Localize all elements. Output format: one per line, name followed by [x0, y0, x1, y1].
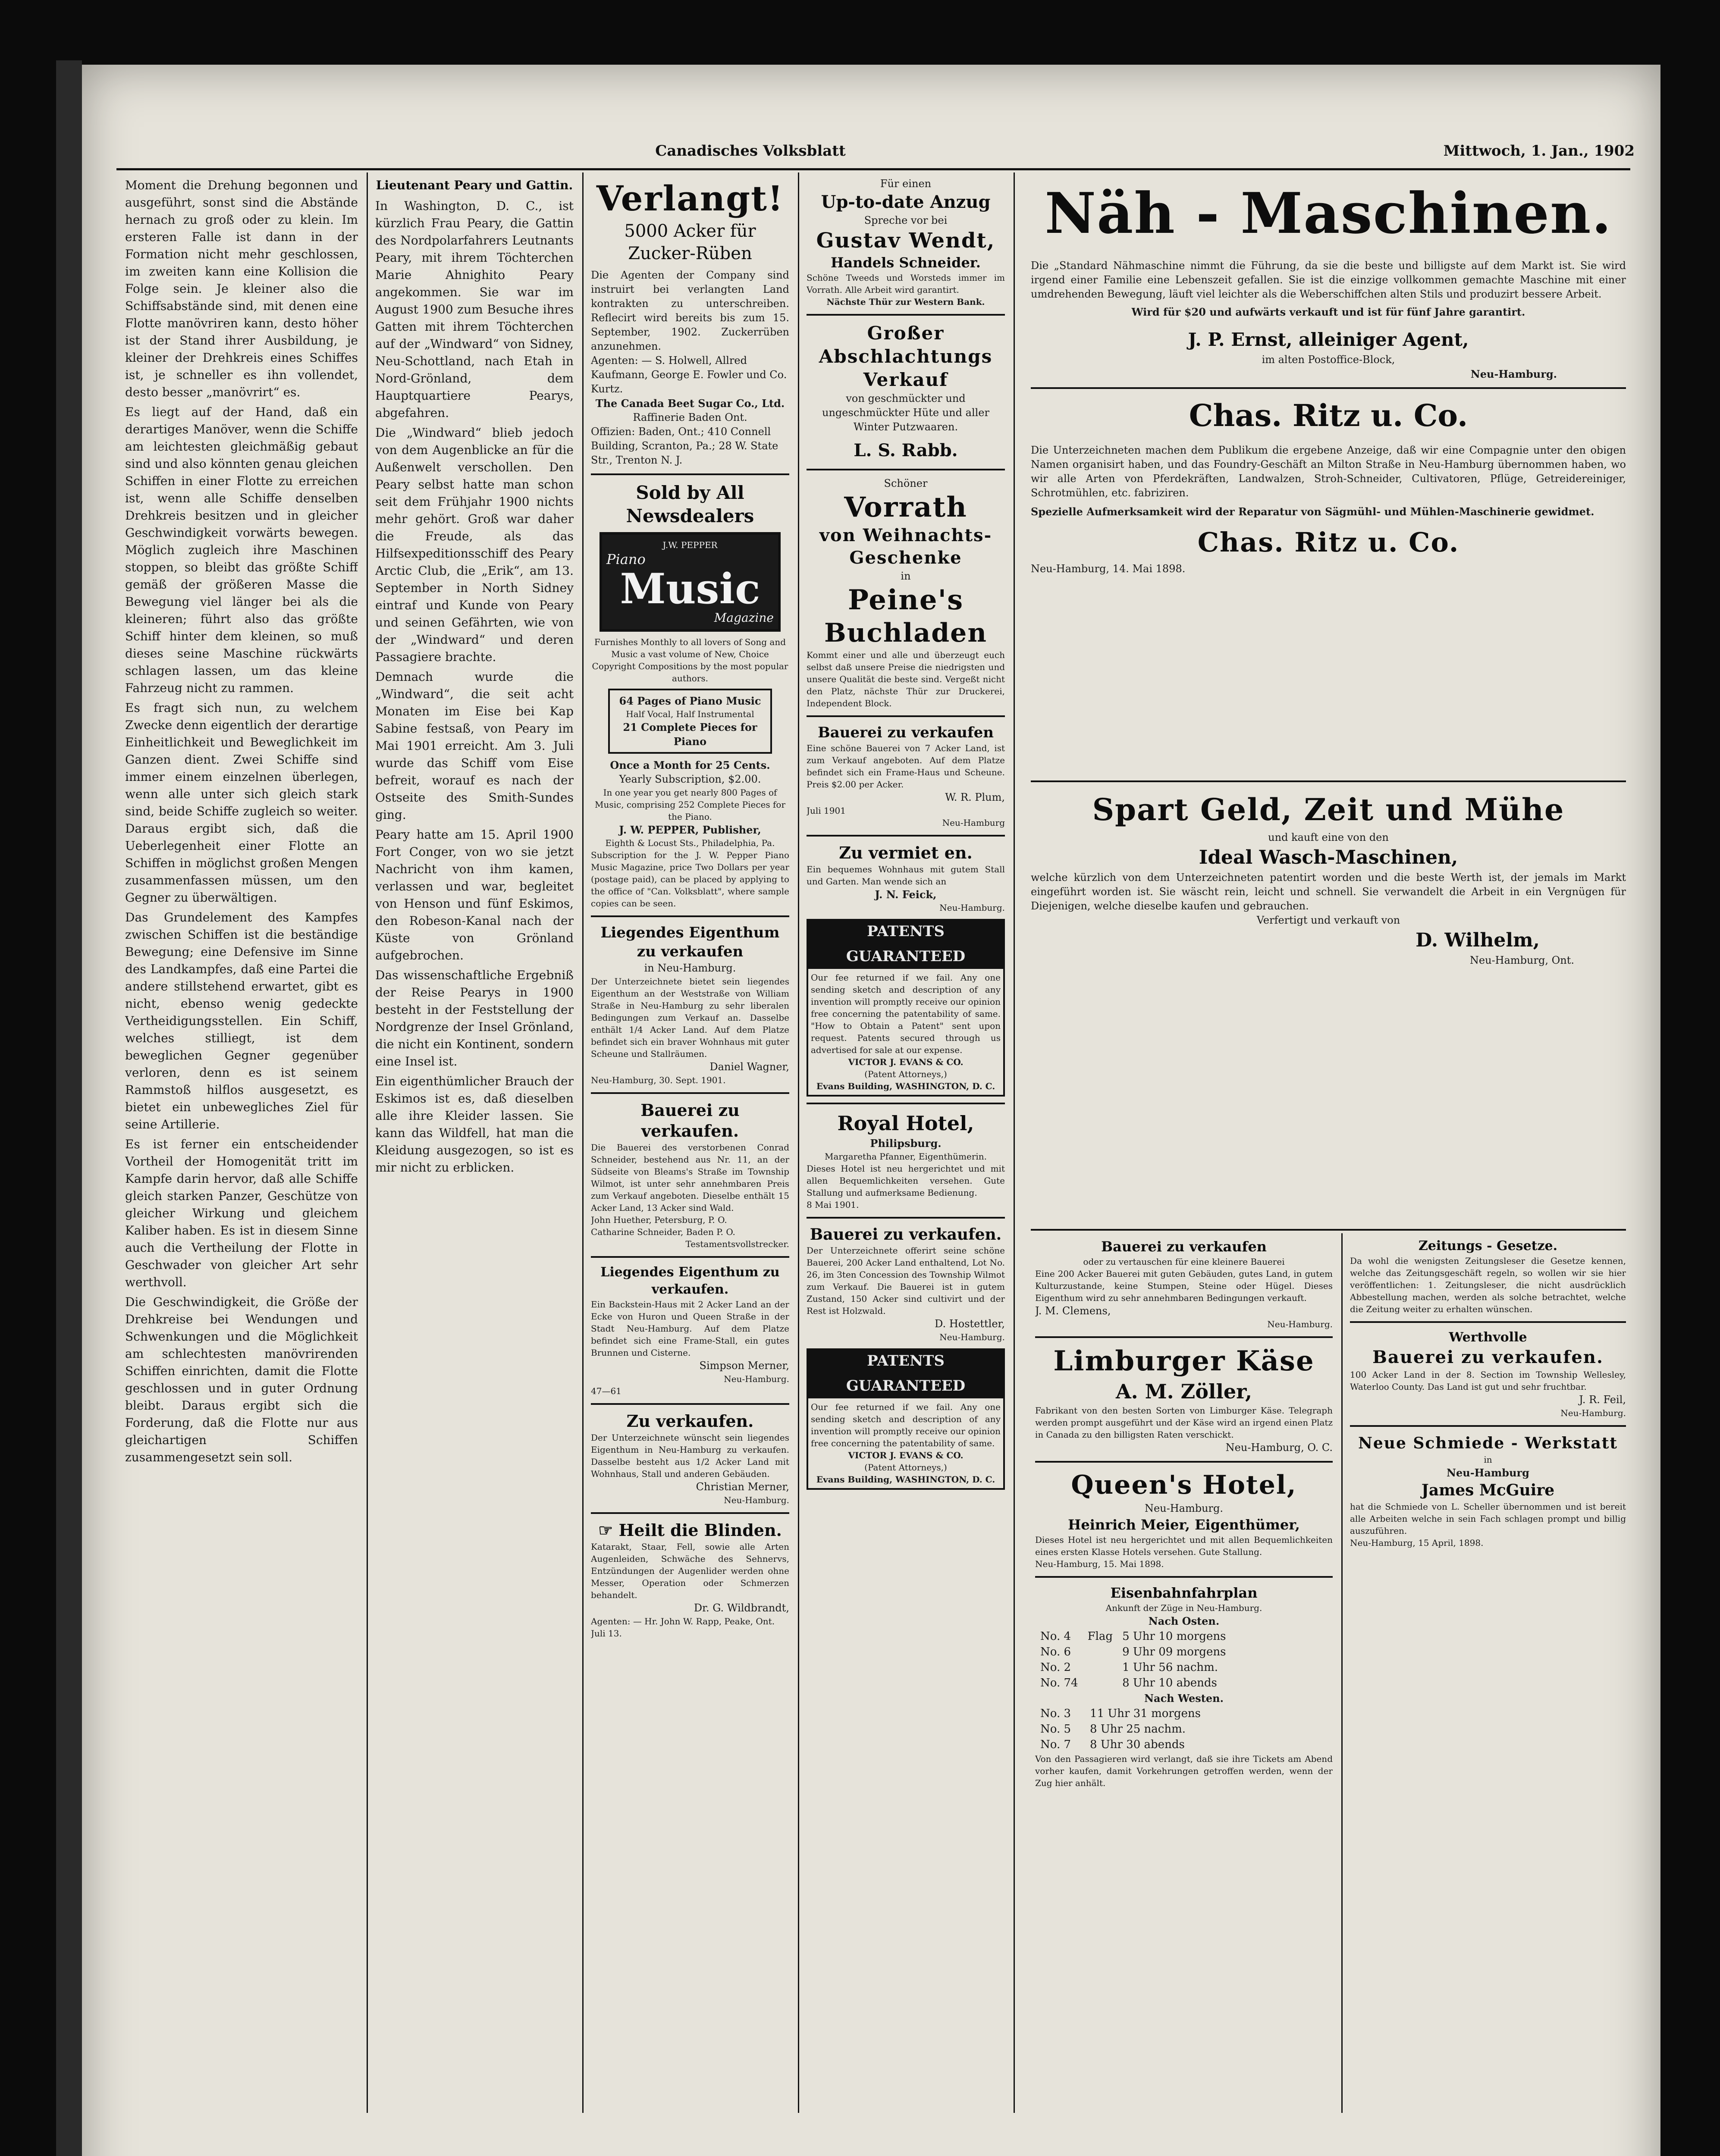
divider [1031, 387, 1626, 389]
timetable-cell: No. 5 [1040, 1723, 1071, 1736]
timetable-row [1036, 1629, 1230, 1644]
timetable-cell: No. 74 [1040, 1677, 1078, 1689]
mcguire-body: hat die Schmiede von L. Scheller übernommen und ist bereit alle Arbeiten welche in sein Fach schlagen prompt und billig auszuführen. [1350, 1501, 1626, 1536]
eigenthum2-signature: Simpson Merner, [699, 1360, 789, 1372]
queens-date: Neu-Hamburg, 15. Mai 1898. [1035, 1559, 1164, 1569]
vermiet-title: Zu vermiet en. [839, 843, 973, 862]
bauerei3-place: Neu-Hamburg. [939, 1332, 1005, 1342]
right-subcolumn-a [1035, 1238, 1333, 2113]
spart-subtitle: und kauft eine von den [1268, 831, 1389, 843]
buchladen-heading: Buchladen [824, 618, 987, 648]
ad-column-3 [591, 177, 789, 2109]
company-offices: Offizien: Baden, Ont.; 410 Connell Building, Scranton, Pa.; 28 W. State Str., Trenton N. J. [591, 426, 778, 466]
werth-title: Werthvolle [1449, 1330, 1527, 1345]
music-word-magazine: Magazine [714, 611, 774, 625]
ritz-body: Die Unterzeichneten machen dem Publikum die ergebene Anzeige, daß wir eine Compagnie unter den obigen Namen organisirt haben, und das Foundry-Geschäft an Milton Straße in Neu-Hamburg übernommen haben, wo wir alle Arten von Pferdekräften, Landwalzen, Stroh-Schneider, Cultivatoren, Pflüge, Getreidereiniger, Schrotmühlen, etc. fabriziren. [1031, 444, 1626, 499]
bauerei2-body: Eine schöne Bauerei von 7 Acker Land, ist zum Verkauf angeboten. Auf dem Platze befindet sich ein Frame-Haus und Scheune. Preis $2.00 per Acker. [807, 743, 1005, 790]
blinden-body: Katarakt, Staar, Fell, sowie alle Arten Augenleiden, Schwäche des Sehnervs, Entzündungen der Augenlider werden ohne Messer, Operation oder Schmerzen behandelt. [591, 1542, 789, 1600]
eigenthum2-title: Liegendes Eigenthum zu verkaufen. [600, 1265, 780, 1297]
timetable-cell: 11 Uhr 31 morgens [1090, 1707, 1201, 1720]
bauerei1-body: Die Bauerei des verstorbenen Conrad Schneider, bestehend aus Nr. 11, an der Südseite von Bleams's Straße im Township Wilmot, ist unter sehr annehmbaren Preis zum Verkauf angeboten. Dieselbe enthält 15 Acker Land, 13 Acker sind Wald. [591, 1142, 789, 1213]
wendt-name: Gustav Wendt, [816, 229, 995, 253]
schoener-label: Schöner [884, 477, 928, 489]
right-top-section [1031, 177, 1626, 772]
music-word-piano: Piano [606, 551, 646, 567]
blinden-signature: Dr. G. Wildbrandt, [694, 1602, 789, 1614]
divider [591, 1512, 789, 1514]
timetable-row [1036, 1676, 1230, 1690]
blinden-title-text: Heilt die Blinden. [618, 1520, 782, 1540]
bauerei2-signature: W. R. Plum, [945, 791, 1005, 803]
vermiet-signature: J. N. Feick, [875, 888, 937, 901]
ernst-name: J. P. Ernst, alleiniger Agent, [1188, 329, 1469, 350]
bauerei4-body: Eine 200 Acker Bauerei mit guten Gebäuden, gutes Land, in gutem Kulturzustande, keine Stumpen, Steine oder Hügel. Dieses Eigenthum wird zu sehr annehmbaren Bedingungen verkauft. [1035, 1269, 1333, 1303]
article-paragraph: Es ist ferner ein entscheidender Vortheil der Homogenität tritt im Kampfe darin hervor, daß alle Schiffe gleich starken Panzer, Geschütze von gleicher Wirkung und gleichem Kaliber haben. Es ist in diesem Sinne auch die Vertheilung der Flotte in Geschwader von gleicher Art sehr werthvoll. [125, 1137, 358, 1289]
zoeller-name: A. M. Zöller, [1115, 1380, 1252, 1403]
divider [807, 469, 1005, 470]
music-pepper: J. W. PEPPER, Publisher, [619, 824, 761, 836]
schmiede-place: Neu-Hamburg [1447, 1467, 1529, 1479]
bauerei2-title: Bauerei zu verkaufen [818, 724, 994, 741]
right-subcolumn-b [1350, 1238, 1626, 2113]
ost-title: Nach Osten. [1148, 1615, 1220, 1627]
timetable-cell: 8 Uhr 30 abends [1090, 1738, 1185, 1751]
wilhelm-name: D. Wilhelm, [1416, 929, 1540, 951]
ernst-place: Neu-Hamburg. [1470, 368, 1557, 380]
peine-body: Kommt einer und alle und überzeugt euch selbst daß unsere Preise die niedrigsten und unsere Qualität die beste sind. Vergeßt nicht den Platz, nächste Thür zur Druckerei, Independent Block. [807, 650, 1005, 708]
wendt-trade: Handels Schneider. [831, 254, 981, 271]
spart-body: welche kürzlich von dem Unterzeichneten patentirt worden und die beste Werth ist, der jemals im Markt eingeführt worden ist. Sie wäscht rein, leicht und schnell. Sie verwandelt die Arbeit in ein Vergnügen für Diejenigen, welche dieselbe kaufen und gebrauchen. [1031, 871, 1626, 912]
timetable-cell: 9 Uhr 09 morgens [1122, 1645, 1226, 1658]
blinden-date: Juli 13. [591, 1628, 622, 1639]
zoeller-body: Fabrikant von den besten Sorten von Limburger Käse. Telegraph werden prompt ausgeführt und der Käse wird an irgend einen Platz in Canada zu den billigsten Raten verschickt. [1035, 1405, 1333, 1440]
divider [591, 1092, 789, 1094]
music-address: Eighth & Locust Sts., Philadelphia, Pa. [605, 838, 775, 848]
article-paragraph: Das wissenschaftliche Ergebniß der Reise Pearys in 1900 besteht in der Feststellung der Nordgrenze der Insel Grönland, die nicht ein Kontinent, sondern eine Insel ist. [375, 968, 574, 1069]
bauerei1-signature-3: Testamentsvollstrecker. [685, 1239, 789, 1249]
zeitung-title: Zeitungs - Gesetze. [1418, 1238, 1558, 1253]
timetable-cell [1083, 1645, 1117, 1659]
timetable-cell [1083, 1676, 1117, 1690]
music-price: Once a Month for 25 Cents. [610, 759, 770, 771]
divider [591, 915, 789, 917]
bauerei1-title: Bauerei zu verkaufen. [640, 1100, 740, 1141]
issue-date: Mittwoch, 1. Jan., 1902 [1443, 142, 1635, 160]
patents2-sub: (Patent Attorneys,) [864, 1462, 947, 1473]
bauerei3-signature: D. Hostettler, [935, 1318, 1005, 1330]
music-year-note: In one year you get nearly 800 Pages of Music, comprising 252 Complete Pieces for the Piano. [594, 787, 786, 822]
timetable-cell: 1 Uhr 56 nachm. [1122, 1661, 1218, 1674]
timetable-cell [1083, 1660, 1117, 1675]
bauerei4-signature: J. M. Clemens, [1035, 1305, 1111, 1317]
bauerei1-signature-2: Catharine Schneider, Baden P. O. [591, 1227, 735, 1237]
spart-name: Ideal Wasch-Maschinen, [1199, 846, 1458, 868]
divider [807, 835, 1005, 837]
patents1-firm: VICTOR J. EVANS & CO. [848, 1057, 964, 1067]
mcguire-name: James McGuire [1421, 1481, 1555, 1499]
spart-section [1031, 789, 1626, 1031]
schmiede-title: Neue Schmiede - Werkstatt [1358, 1434, 1618, 1452]
timetable-cell: Flag [1087, 1630, 1113, 1643]
patents1-box [807, 969, 1005, 1097]
company-name: The Canada Beet Sugar Co., Ltd. [595, 397, 785, 410]
timetable-cell: No. 2 [1040, 1661, 1071, 1674]
patents1-body: Our fee returned if we fail. Any one sending sketch and description of any invention will promptly receive our opinion free concerning the patentability of same. "How to Obtain a Patent" sent upon request. Patents secured through us advertised for sale at our expense. [811, 972, 1001, 1055]
naeh-price: Wird für $20 und aufwärts verkauft und ist für fünf Jahre garantirt. [1131, 306, 1525, 318]
patents2-box [807, 1398, 1005, 1490]
vermiet-place: Neu-Hamburg. [939, 903, 1005, 913]
royal-title: Royal Hotel, [837, 1112, 974, 1135]
timetable-cell: 5 Uhr 10 morgens [1122, 1630, 1226, 1643]
music-pages: 64 Pages of Piano Music [619, 695, 761, 707]
divider [591, 1403, 789, 1405]
eigenthum2-number: 47—61 [591, 1386, 621, 1396]
zuverkaufen-body: Der Unterzeichnete wünscht sein liegendes Eigenthum in Neu-Hamburg zu verkaufen. Dasselbe besteht aus 1/2 Acker Land mit Wohnhaus, Stall und anderen Gebäuden. [591, 1432, 789, 1479]
blinden-agent: Agenten: — Hr. John W. Rapp, Peake, Ont. [591, 1616, 775, 1626]
divider [807, 1103, 1005, 1104]
patents2-title: PATENTS GUARANTEED [807, 1348, 1005, 1398]
newsdealers-heading: Sold by All Newsdealers [626, 482, 754, 526]
patents2-firm: VICTOR J. EVANS & CO. [848, 1450, 964, 1460]
wendt-title: Up-to-date Anzug [821, 192, 991, 212]
zoeller-place: Neu-Hamburg, O. C. [1225, 1442, 1333, 1454]
timetable-cell: No. 4 [1040, 1630, 1071, 1643]
eisenbahn-subtitle: Ankunft der Züge in Neu-Hamburg. [1105, 1603, 1262, 1613]
wendt-pre: Für einen [880, 178, 932, 190]
music-publisher: J.W. PEPPER [662, 540, 718, 550]
divider [591, 473, 789, 475]
verlangt-agents: Agenten: — S. Holwell, Allred Kaufmann, George E. Fowler und Co. Kurtz. [591, 354, 787, 395]
article-paragraph: Die Geschwindigkeit, die Größe der Drehkreise bei Wendungen und Schwenkungen und die Möglichkeit am schlechtesten manövrirenden Schiffen einrichten, damit die Flotte geschlossen und in guter Ordnung bleibt. Daraus ergibt sich die Forderung, daß die Flotte nur aus gleichartigen Schiffen zusammengesetzt sein soll. [125, 1295, 358, 1464]
rabb-name: L. S. Rabb. [854, 440, 958, 461]
divider [1035, 1336, 1333, 1338]
queens-place: Neu-Hamburg. [1144, 1502, 1224, 1514]
bauerei4-title: Bauerei zu verkaufen [1101, 1238, 1267, 1255]
mcguire-date: Neu-Hamburg, 15 April, 1898. [1350, 1538, 1484, 1548]
bauerei3-title: Bauerei zu verkaufen. [810, 1225, 1002, 1244]
music-magazine-logo [599, 532, 781, 632]
ritz-date: Neu-Hamburg, 14. Mai 1898. [1031, 563, 1186, 575]
section-rule [1031, 1229, 1626, 1231]
zuverkaufen-title: Zu verkaufen. [626, 1411, 754, 1431]
west-title: Nach Westen. [1144, 1692, 1224, 1705]
divider [807, 314, 1005, 316]
timetable-row [1036, 1645, 1230, 1659]
column-rule-3 [798, 172, 799, 2113]
eigenthum2-place: Neu-Hamburg. [724, 1374, 789, 1384]
ad-column-4 [807, 177, 1005, 2109]
music-description: Furnishes Monthly to all lovers of Song and Music a vast volume of New, Choice Copyright Compositions by the most popular authors. [592, 637, 788, 683]
music-subscription: Subscription for the J. W. Pepper Piano Music Magazine, price Two Dollars per year (postage paid), can be placed by applying to the office of "Can. Volksblatt", where sample copies can be seen. [591, 850, 789, 909]
zuverkaufen-place: Neu-Hamburg. [724, 1495, 789, 1505]
ritz-title: Chas. Ritz u. Co. [1189, 398, 1468, 433]
timetable-cell [1076, 1737, 1085, 1752]
article-column-2 [375, 177, 574, 2109]
timetable-east [1035, 1628, 1231, 1691]
timetable-cell: No. 7 [1040, 1738, 1071, 1751]
column-rule-1 [367, 172, 368, 2113]
divider [807, 715, 1005, 717]
naeh-title: Näh - Maschinen. [1045, 180, 1612, 246]
peine-heading: Peine's [847, 584, 964, 616]
eisenbahn-title: Eisenbahnfahrplan [1110, 1585, 1258, 1601]
timetable-cell: 8 Uhr 10 abends [1122, 1677, 1217, 1689]
zeitung-body: Da wohl die wenigsten Zeitungsleser die Gesetze kennen, welche das Zeitungsgeschäft regeln, so wollen wir sie hier veröffentlichen: 1. Zeitungsleser, die nicht ausdrücklich Abbestellung machen, werden als solche betrachtet, welche die Zeitung weiter zu erhalten wünschen. [1350, 1256, 1626, 1314]
eigenthum-body: Der Unterzeichnete bietet sein liegendes Eigenthum an der Weststraße von William Straße in Neu-Hamburg zu sehr liberalen Bedingungen zum Verkauf an. Dasselbe enthält 1/4 Acker Land. Auf dem Platze befindet sich ein braver Wohnhaus mit guter Scheune und Stallräumen. [591, 976, 789, 1059]
eisenbahn-note: Von den Passagieren wird verlangt, daß sie ihre Tickets am Abend vorher kaufen, damit Vorkehrungen getroffen werden, wenn der Zug hier anhält. [1035, 1754, 1333, 1788]
bauerei2-place: Neu-Hamburg [942, 818, 1005, 828]
article-paragraph: Demnach wurde die „Windward“, die seit acht Monaten im Eise bei Kap Sabine festsaß, von Peary im Mai 1901 erreicht. Am 3. Juli wurde das Schiff vom Eise befreit, worauf es nach der Ostseite des Smith-Sundes ging. [375, 670, 574, 822]
limburger-title: Limburger Käse [1053, 1345, 1315, 1377]
eigenthum-signature: Daniel Wagner, [709, 1061, 789, 1073]
schmiede-in: in [1484, 1454, 1492, 1465]
timetable-row [1036, 1737, 1205, 1752]
article-title: Lieutenant Peary und Gattin. [376, 178, 573, 192]
timetable-row [1036, 1660, 1230, 1675]
column-rule-4 [1014, 172, 1015, 2113]
in-label: in [901, 570, 911, 582]
royal-date: 8 Mai 1901. [807, 1200, 859, 1210]
column-rule-5 [1341, 1233, 1343, 2113]
masthead: Canadisches Volksblatt [655, 142, 846, 160]
ritz-special: Spezielle Aufmerksamkeit wird der Reparatur von Sägmühl- und Mühlen-Maschinerie gewidmet. [1031, 505, 1594, 518]
blinden-title [591, 1520, 789, 1541]
royal-place: Philipsburg. [870, 1137, 942, 1150]
bauerei5-signature: J. R. Feil, [1579, 1394, 1626, 1406]
patents1-address: Evans Building, WASHINGTON, D. C. [816, 1081, 995, 1091]
timetable-row [1036, 1722, 1205, 1736]
eigenthum-place: in Neu-Hamburg. [644, 962, 736, 974]
wendt-spricht: Spreche vor bei [864, 214, 948, 226]
divider [1350, 1321, 1626, 1323]
queens-title: Queen's Hotel, [1071, 1470, 1297, 1500]
article-paragraph: In Washington, D. C., ist kürzlich Frau Peary, die Gattin des Nordpolarfahrers Leutnants Peary, mit ihrem Töchterchen Marie Ahnighito Peary angekommen. Sie war im August 1900 zum Besuche ihres Gatten mit ihrem Töchterchen auf der „Windward“ von Sidney, Neu-Schottland, nach Etah in Nord-Grönland, dem Hauptquartiere Pearys, abgefahren. [375, 199, 574, 420]
verlangt-subtitle: 5000 Acker für Zucker-Rüben [624, 221, 756, 263]
music-pages-sub: Half Vocal, Half Instrumental [626, 709, 754, 719]
bauerei2-date: Juli 1901 [807, 805, 846, 816]
queens-owner: Heinrich Meier, Eigenthümer, [1068, 1517, 1300, 1533]
ritz-signature: Chas. Ritz u. Co. [1197, 526, 1459, 558]
patents1-title: PATENTS GUARANTEED [807, 919, 1005, 969]
zuverkaufen-signature: Christian Merner, [696, 1481, 789, 1493]
article-column-1 [125, 177, 358, 2109]
verlangt-body: Die Agenten der Company sind instruirt bei verlangten Land kontrakten zu unterschreiben. Reflecirt wird bereits bis zum 15. September, 1902. Zuckerrüben anzunehmen. [591, 269, 789, 352]
ausverkauf-title: Großer Abschlachtungs Verkauf [819, 323, 993, 390]
page-left-edge [56, 60, 82, 2156]
queens-body: Dieses Hotel ist neu hergerichtet und mit allen Bequemlichkeiten eines ersten Klasse Hotels versehen. Gute Stallung. [1035, 1535, 1333, 1557]
vorrath-heading: Vorrath [844, 491, 967, 523]
royal-owner: Margaretha Pfanner, Eigenthümerin. [824, 1151, 987, 1162]
eigenthum2-body: Ein Backstein-Haus mit 2 Acker Land an der Ecke von Huron und Queen Straße in der Stadt Neu-Hamburg. Auf dem Platze befindet sich eine Frame-Stall, ein gutes Brunnen und Cisterne. [591, 1299, 789, 1358]
divider [1035, 1461, 1333, 1463]
patents1-sub: (Patent Attorneys,) [864, 1069, 947, 1079]
eigenthum-title: Liegendes Eigenthum zu verkaufen [600, 924, 780, 960]
refinery-name: Raffinerie Baden Ont. [633, 411, 747, 423]
music-yearly: Yearly Subscription, $2.00. [619, 773, 761, 785]
timetable-cell: No. 6 [1040, 1645, 1071, 1658]
ausverkauf-body: von geschmückter und ungeschmückter Hüte und aller Winter Putzwaaren. [822, 392, 989, 433]
patents2-body: Our fee returned if we fail. Any one sending sketch and description of any invention will promptly receive our opinion free concerning the patentability of same. [811, 1402, 1001, 1448]
column-rule-2 [582, 172, 584, 2113]
timetable-cell: No. 3 [1040, 1707, 1071, 1720]
divider [1350, 1425, 1626, 1427]
timetable-row [1036, 1706, 1205, 1721]
patents2-address: Evans Building, WASHINGTON, D. C. [816, 1474, 995, 1485]
header-rule [116, 168, 1630, 170]
article-paragraph: Es liegt auf der Hand, daß ein derartiges Manöver, wenn die Schiffe am leichtesten gleichmäßig gebaut sind und also könnten genau gleichen Schiffen in einer Flotte zu erreichen ist, wenn alle Schiffe denselben Drehkreis besitzen und in gleicher Geschwindigkeit vorwärts bewegen. Möglich zugleich ihre Maschinen stoppen, so bleibt das größte Schiff gemäß der größeren Masse die Bewegung viel länger bei als die kleineren; führt also das größte Schiff hinter dem kleinen, so muß dieses seine Maschine rückwärts schlagen lassen, um das kleine Fahrzeug nicht zu rammen. [125, 405, 358, 695]
weihnachts-heading: von Weihnachts-Geschenke [819, 525, 992, 568]
spart-title: Spart Geld, Zeit und Mühe [1092, 792, 1565, 827]
timetable-cell [1076, 1722, 1085, 1736]
music-pieces: 21 Complete Pieces for Piano [623, 721, 757, 748]
article-paragraph: Peary hatte am 15. April 1900 Fort Conger, von wo sie jetzt Nachricht von ihm kamen, verlassen und war, begleitet von Henson und fünf Eskimos, den Robeson-Kanal nach der Küste von Grönland aufgebrochen. [375, 827, 574, 962]
timetable-west [1035, 1705, 1206, 1753]
divider [591, 1256, 789, 1258]
vermiet-body: Ein bequemes Wohnhaus mit gutem Stall und Garten. Man wende sich an [807, 864, 1005, 887]
verlangt-title: Verlangt! [596, 178, 784, 219]
bauerei5-body: 100 Acker Land in der 8. Section im Township Wellesley, Waterloo County. Das Land ist gut und sehr fruchtbar. [1350, 1369, 1626, 1392]
bauerei4-place: Neu-Hamburg. [1267, 1319, 1333, 1329]
royal-body: Dieses Hotel ist neu hergerichtet und mit allen Bequemlichkeiten versehen. Gute Stallung und aufmerksame Bedienung. [807, 1163, 1005, 1198]
bauerei5-place: Neu-Hamburg. [1560, 1408, 1626, 1418]
naeh-body: Die „Standard Nähmaschine nimmt die Führung, da sie die beste und billigste auf dem Markt ist. Sie wird irgend einer Familie eine Lebenszeit gefallen. Sie ist die einzige vollkommen gemachte Maschine mit einer umdrehenden Bewegung, läuft viel leichter als die Weberschiffchen alten Stils und produzirt bessere Arbeit. [1031, 260, 1626, 300]
eigenthum-date: Neu-Hamburg, 30. Sept. 1901. [591, 1075, 726, 1085]
wilhelm-place: Neu-Hamburg, Ont. [1469, 954, 1574, 966]
ernst-address: im alten Postoffice-Block, [1262, 354, 1395, 366]
article-paragraph: Es fragt sich nun, zu welchem Zwecke denn eigentlich der derartige Einheitlichkeit und Beweglichkeit im Ganzen dient. Zwei Schiffe sind immer einem einzelnen überlegen, wenn alle unter sich gleich stark sind, beide Schiffe zugleich so weiter. Daraus ergibt sich, daß die Ueberlegenheit einer Flotte an Schiffen in möglichst großen Mengen zusammenfassen müssen, um den Gegner zu überwältigen. [125, 701, 358, 905]
bauerei3-body: Der Unterzeichnete offerirt seine schöne Bauerei, 200 Acker Land enthaltend, Lot No. 26, im 3ten Concession des Township Wilmot zum Verkauf. Die Bauerei ist in gutem Zustand, 150 Acker sind cultivirt und der Rest ist Holzwald. [807, 1245, 1005, 1316]
newspaper-page [82, 65, 1660, 2156]
wendt-address: Nächste Thür zur Western Bank. [826, 297, 985, 307]
article-paragraph: Die „Windward“ blieb jedoch von dem Augenblicke an für die Außenwelt verschollen. Den Peary selbst hatte man schon seit dem Frühjahr 1900 nichts mehr gehört. Groß war daher die Freude, als das Hilfsexpeditionsschiff des Peary Arctic Club, die „Erik“, am 13. September in North Sidney eintraf und Kunde von Peary und seinen Gefährten, wie von der „Windward“ und deren Passagiere brachte. [375, 426, 574, 664]
article-paragraph: Moment die Drehung begonnen und ausgeführt, sonst sind die Abstände hernach zu groß oder zu klein. Im ersteren Falle ist dann in der Formation nicht mehr geschlossen, im zweiten kann eine Kollision die Folge sein. Je kleiner also die Schiffsabstände sind, mit denen eine Flotte manövriren kann, desto höher ist der Stand ihrer Ausbildung, je kleiner der Drehkreis eines Schiffes ist, je schneller es ihn vollendet, desto besser „manövrirt“ es. [125, 178, 358, 399]
divider [807, 1217, 1005, 1219]
bauerei4-subtitle: oder zu vertauschen für eine kleinere Bauerei [1083, 1257, 1285, 1267]
wendt-body: Schöne Tweeds und Worsteds immer im Vorrath. Alle Arbeit wird garantirt. [807, 273, 1005, 295]
bauerei1-signature-1: John Huether, Petersburg, P. O. [591, 1215, 727, 1225]
music-word-music: Music [620, 564, 760, 613]
bauerei5-title: Bauerei zu verkaufen. [1372, 1347, 1604, 1367]
article-paragraph: Ein eigenthümlicher Brauch der Eskimos ist es, daß dieselben alle ihre Kleider lassen. Sie kann das Wildfell, hat man die Kleidung ausgezogen, so ist es mir nicht zu erblicken. [375, 1074, 574, 1175]
music-box-pages [608, 689, 772, 754]
hand-pointer-icon: ☞ [598, 1520, 619, 1540]
timetable-cell [1076, 1706, 1085, 1721]
timetable-cell: 8 Uhr 25 nachm. [1090, 1723, 1186, 1736]
divider [1035, 1576, 1333, 1578]
spart-made: Verfertigt und verkauft von [1256, 914, 1400, 926]
section-rule [1031, 780, 1626, 782]
article-paragraph: Das Grundelement des Kampfes zwischen Schiffen ist die beständige Bewegung; eine Defensive im Sinne des Landkampfes, daß eine Partei die andere stillstehend erwartet, gibt es nicht, ebenso wenig gedeckte Vertheidigungsstellen. Ein Schiff, welches stilliegt, ist dem beweglichen Gegner gegenüber verloren, denn es ist seinem Rammstoß hilflos ausgesetzt, es bietet ein unbewegliches Ziel für seine Artillerie. [125, 910, 358, 1131]
